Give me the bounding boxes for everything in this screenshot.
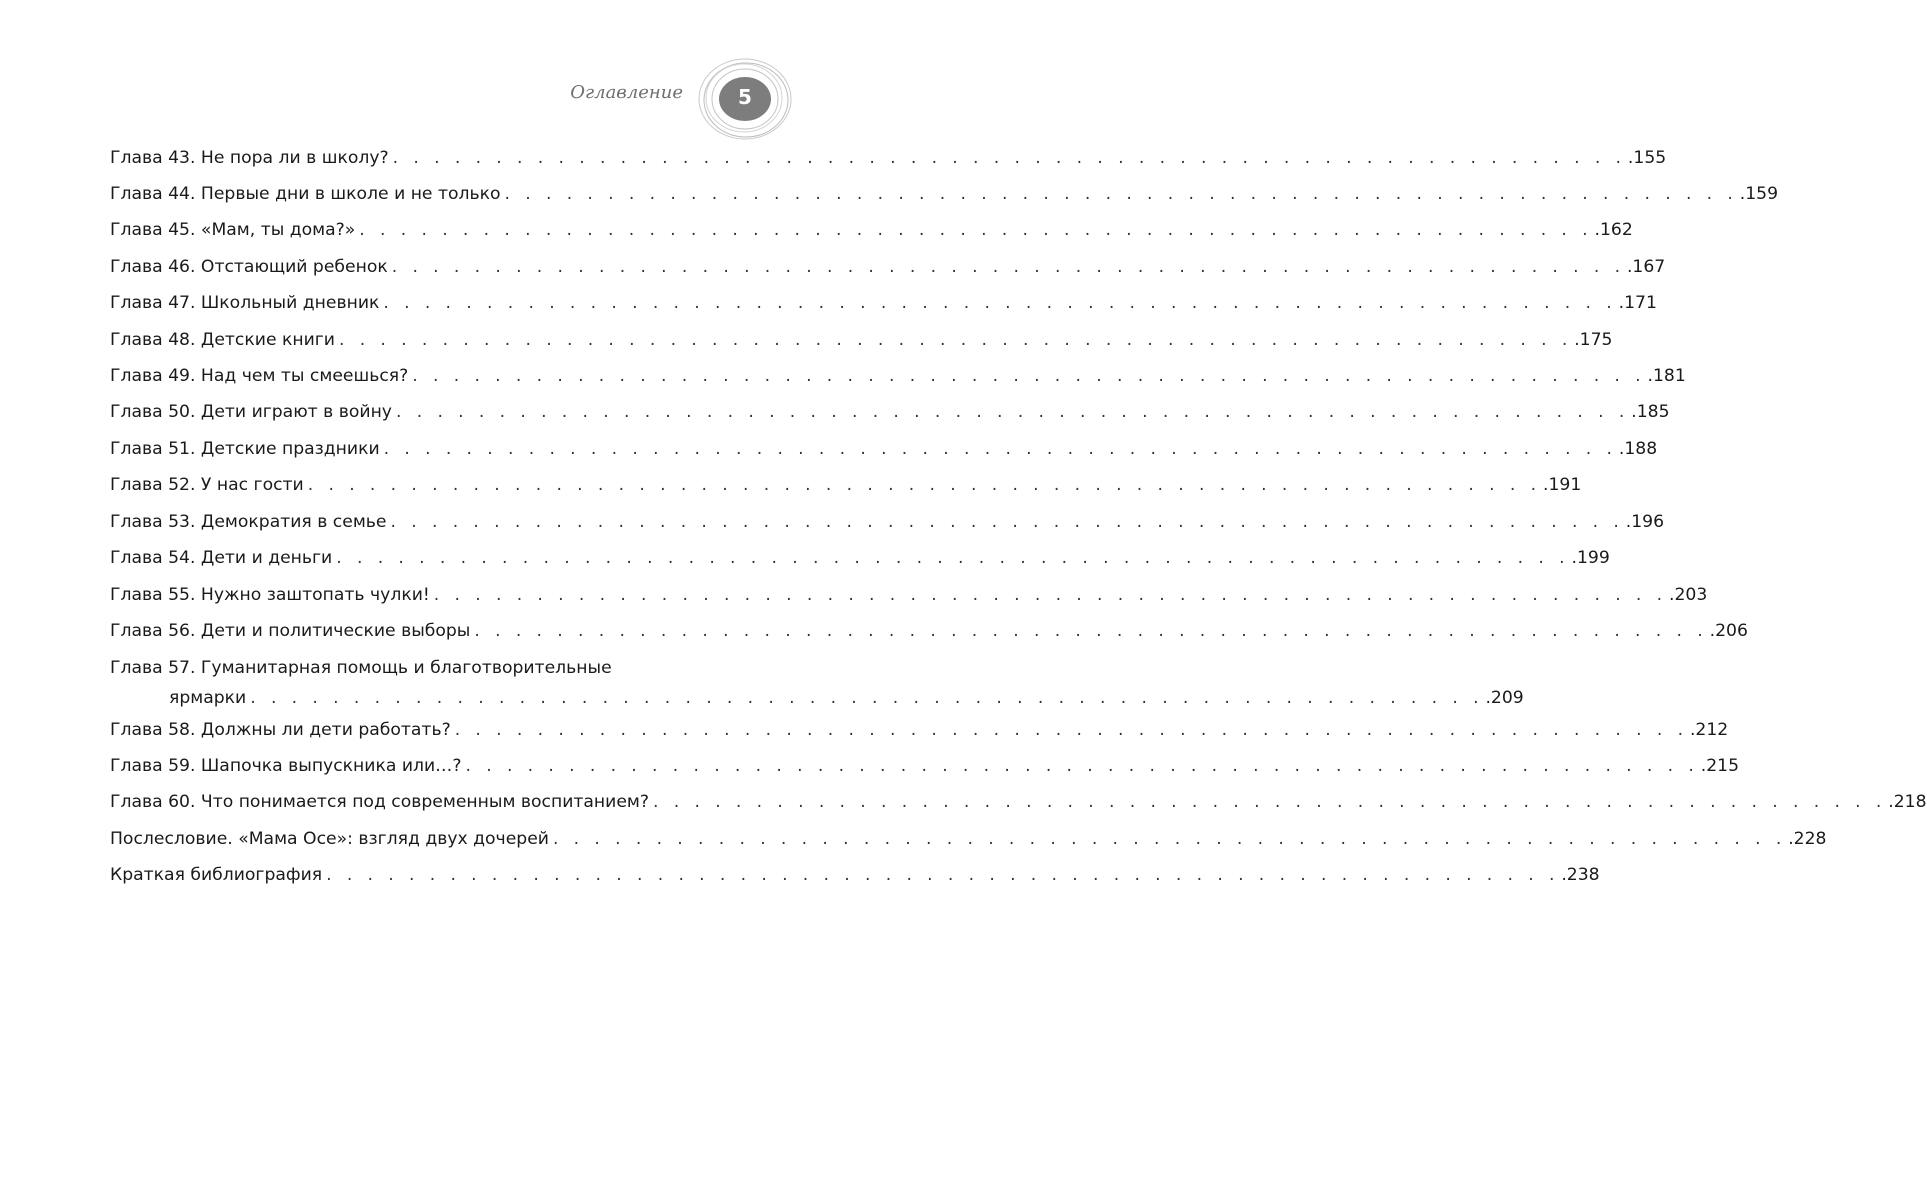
dot-leader: . . . . . . . . . . . . . . . . . . . . . . . . . . . . . . . . . . . . . . . . . . . . . . . . . . . . . . . . . . . . xyxy=(336,548,1570,568)
toc-entry xyxy=(110,712,1729,748)
toc-entry-page: .162 xyxy=(1594,220,1633,240)
toc-entry-title: Краткая библиография xyxy=(110,865,323,885)
toc-entry-title: Глава 45. «Мам, ты дома?» xyxy=(110,220,356,240)
dot-leader: . . . . . . . . . . . . . . . . . . . . . . . . . . . . . . . . . . . . . . . . . . . . . . . . . . . . . . . . . . . . xyxy=(390,512,1624,532)
toc-entry-title: Глава 59. Шапочка выпускника или…? xyxy=(110,756,462,776)
toc-entry-title: Глава 54. Дети и деньги xyxy=(110,548,333,568)
dot-leader: . . . . . . . . . . . . . . . . . . . . . . . . . . . . . . . . . . . . . . . . . . . . . . . . . . . . . . . . . . . . xyxy=(552,829,1787,849)
toc-entry xyxy=(110,857,1600,893)
toc-entry xyxy=(110,394,1670,430)
toc-entry xyxy=(110,653,1524,713)
dot-leader: . . . . . . . . . . . . . . . . . . . . . . . . . . . . . . . . . . . . . . . . . . . . . . . . . . . . . . . . . . . . xyxy=(465,756,1699,776)
toc-entry-title: Глава 49. Над чем ты смеешься? xyxy=(110,366,409,386)
toc-entry-title: Глава 47. Школьный дневник xyxy=(110,293,380,313)
dot-leader: . . . . . . . . . . . . . . . . . . . . . . . . . . . . . . . . . . . . . . . . . . . . . . . . . . . . . . . . . . . . xyxy=(653,792,1887,812)
toc-entry xyxy=(110,249,1666,285)
toc-entry xyxy=(110,504,1665,540)
toc-entry xyxy=(110,577,1708,613)
toc-entry xyxy=(110,784,1927,820)
toc-entry-title: Глава 58. Должны ли дети работать? xyxy=(110,720,451,740)
section-title: Оглавление xyxy=(570,82,683,103)
toc-entry-title: Глава 52. У нас гости xyxy=(110,475,304,495)
toc-entry xyxy=(110,285,1657,321)
dot-leader: . . . . . . . . . . . . . . . . . . . . . . . . . . . . . . . . . . . . . . . . . . . . . . . . . . . . . . . . . . . . xyxy=(338,330,1573,350)
dot-leader: . . . . . . . . . . . . . . . . . . . . . . . . . . . . . . . . . . . . . . . . . . . . . . . . . . . . . . . . . . . . xyxy=(412,366,1646,386)
toc-entry-title: Глава 51. Детские праздники xyxy=(110,439,380,459)
toc-entry-title: Послесловие. «Мама Осе»: взгляд двух дочерей xyxy=(110,829,549,849)
dot-leader: . . . . . . . . . . . . . . . . . . . . . . . . . . . . . . . . . . . . . . . . . . . . . . . . . . . . . . . . . . . . xyxy=(433,585,1668,605)
toc-entry xyxy=(110,358,1686,394)
dot-leader: . . . . . . . . . . . . . . . . . . . . . . . . . . . . . . . . . . . . . . . . . . . . . . . . . . . . . . . . . . . . xyxy=(474,621,1708,641)
toc-entry xyxy=(110,140,1667,176)
page-number: 5 xyxy=(738,85,752,109)
toc-entry-page: .196 xyxy=(1625,512,1665,532)
toc-entry-page: .167 xyxy=(1626,257,1666,277)
toc-entry-page: .218 xyxy=(1888,792,1927,812)
toc-entry xyxy=(110,540,1610,576)
dot-leader: . . . . . . . . . . . . . . . . . . . . . . . . . . . . . . . . . . . . . . . . . . . . . . . . . . . . . . . . . . . . xyxy=(383,439,1617,459)
toc-entry xyxy=(110,176,1779,212)
toc-entry-page: .171 xyxy=(1618,293,1657,313)
toc-entry-page: .212 xyxy=(1689,720,1729,740)
dot-leader: . . . . . . . . . . . . . . . . . . . . . . . . . . . . . . . . . . . . . . . . . . . . . . . . . . . . . . . . . . . . xyxy=(307,475,1541,495)
toc-entry-page: .203 xyxy=(1669,585,1708,605)
toc-entry-page: .209 xyxy=(1485,688,1524,708)
toc-entry-title: Глава 48. Детские книги xyxy=(110,330,335,350)
toc-entry-title: Глава 60. Что понимается под современным воспитанием? xyxy=(110,792,650,812)
toc-entry xyxy=(110,431,1658,467)
toc-entry-title: Глава 55. Нужно заштопать чулки! xyxy=(110,585,430,605)
dot-leader: . . . . . . . . . . . . . . . . . . . . . . . . . . . . . . . . . . . . . . . . . . . . . . . . . . . . . . . . . . . . xyxy=(504,184,1738,204)
dot-leader: . . . . . . . . . . . . . . . . . . . . . . . . . . . . . . . . . . . . . . . . . . . . . . . . . . . . . . . . . . . . xyxy=(392,148,1626,168)
toc-entry-title-continuation: ярмарки xyxy=(169,688,247,708)
dot-leader: . . . . . . . . . . . . . . . . . . . . . . . . . . . . . . . . . . . . . . . . . . . . . . . . . . . . . . . . . . . . xyxy=(326,865,1560,885)
toc-entry-title: Глава 57. Гуманитарная помощь и благотворительные xyxy=(110,658,612,678)
dot-leader: . . . . . . . . . . . . . . . . . . . . . . . . . . . . . . . . . . . . . . . . . . . . . . . . . . . . . . . . . . . . xyxy=(395,402,1630,422)
toc-entry-page: .185 xyxy=(1631,402,1670,422)
dot-leader: . . . . . . . . . . . . . . . . . . . . . . . . . . . . . . . . . . . . . . . . . . . . . . . . . . . . . . . . . . . . xyxy=(250,688,1484,708)
toc-entry xyxy=(110,748,1740,784)
dot-leader: . . . . . . . . . . . . . . . . . . . . . . . . . . . . . . . . . . . . . . . . . . . . . . . . . . . . . . . . . . . . xyxy=(391,257,1625,277)
dot-leader: . . . . . . . . . . . . . . . . . . . . . . . . . . . . . . . . . . . . . . . . . . . . . . . . . . . . . . . . . . . . xyxy=(454,720,1688,740)
toc-entry-title: Глава 50. Дети играют в войну xyxy=(110,402,392,422)
dot-leader: . . . . . . . . . . . . . . . . . . . . . . . . . . . . . . . . . . . . . . . . . . . . . . . . . . . . . . . . . . . . xyxy=(359,220,1593,240)
toc-entry xyxy=(110,467,1582,503)
toc-entry-title: Глава 46. Отстающий ребенок xyxy=(110,257,388,277)
toc-entry-page: .206 xyxy=(1709,621,1748,641)
toc-entry-page: .238 xyxy=(1561,865,1600,885)
toc-entry-title: Глава 44. Первые дни в школе и не только xyxy=(110,184,501,204)
toc-entry-page: .155 xyxy=(1627,148,1667,168)
toc-entry-page: .199 xyxy=(1571,548,1610,568)
toc-entry xyxy=(110,613,1748,649)
toc-entry xyxy=(110,821,1827,857)
toc-entry-title: Глава 43. Не пора ли в школу? xyxy=(110,148,389,168)
toc-entry-page: .188 xyxy=(1618,439,1658,459)
toc-entry xyxy=(110,322,1613,358)
toc-entry-page: .215 xyxy=(1700,756,1740,776)
toc-entry-page: .191 xyxy=(1542,475,1582,495)
toc-entry-title: Глава 53. Демократия в семье xyxy=(110,512,387,532)
toc-entry-page: .181 xyxy=(1647,366,1686,386)
toc-entry xyxy=(110,212,1633,248)
toc-entry-page: .175 xyxy=(1574,330,1613,350)
toc-entry-page: .159 xyxy=(1739,184,1779,204)
dot-leader: . . . . . . . . . . . . . . . . . . . . . . . . . . . . . . . . . . . . . . . . . . . . . . . . . . . . . . . . . . . . xyxy=(383,293,1617,313)
toc-entry-page: .228 xyxy=(1788,829,1827,849)
toc-entry-title: Глава 56. Дети и политические выборы xyxy=(110,621,471,641)
